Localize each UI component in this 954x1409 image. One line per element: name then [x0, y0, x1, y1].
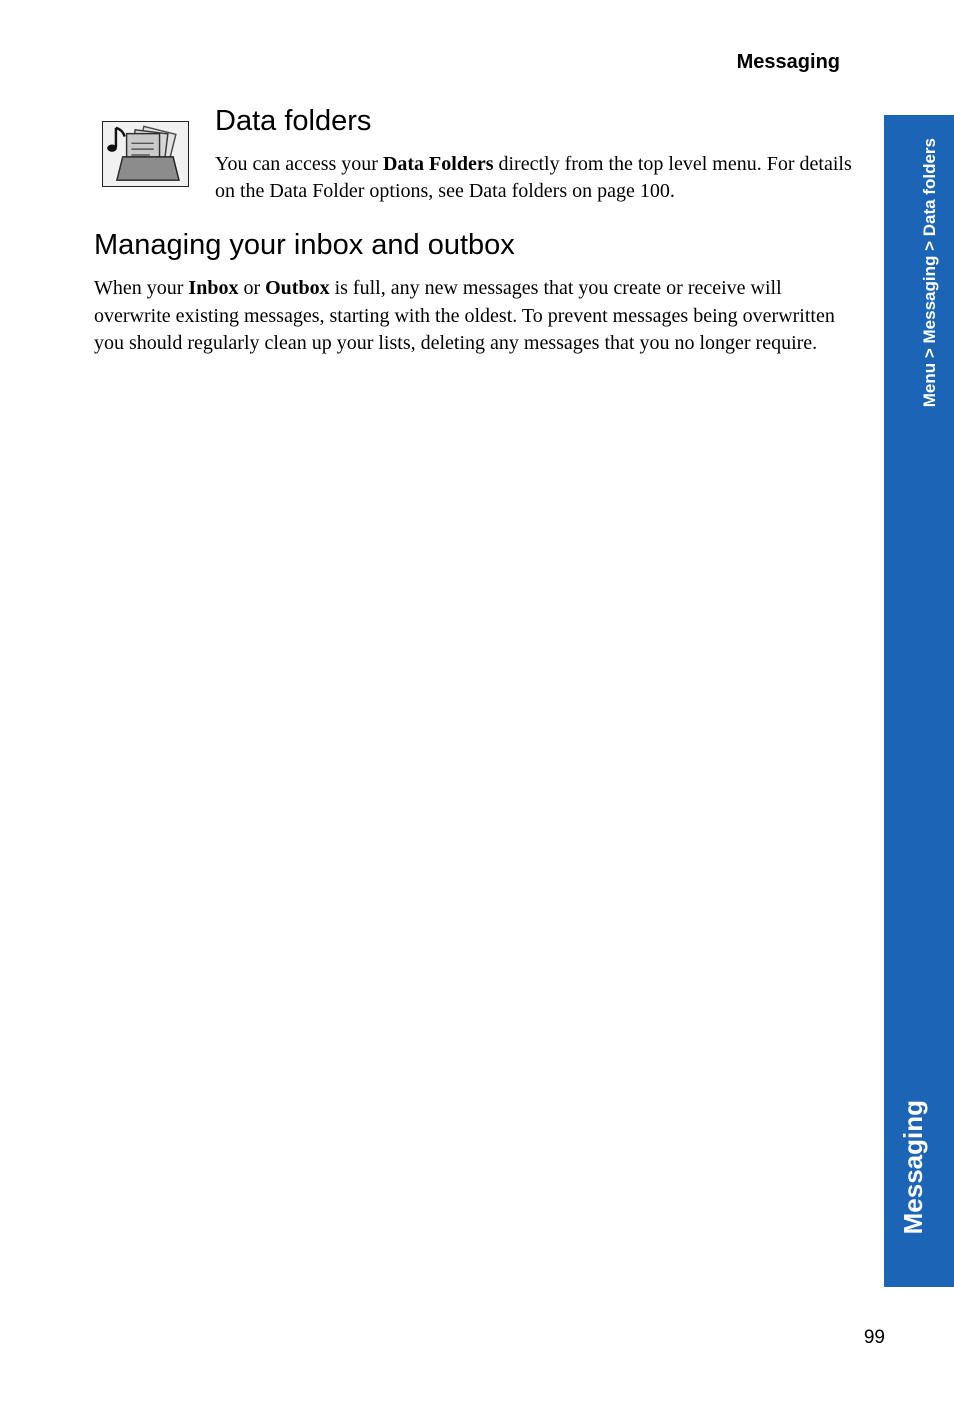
data-folders-paragraph — [215, 151, 855, 205]
data-folders-icon — [102, 121, 189, 187]
running-header: Messaging — [736, 51, 840, 73]
bold-term-data-folders: Data Folders — [382, 153, 494, 175]
side-tab-section — [896, 1100, 930, 1250]
text-run: is full, any new messages that you create or receive will overwrite existing messages, starting with the oldest. To prevent messages being overwritten you should regularly clean up your lists, deleting any messages that you no longer require. — [94, 277, 835, 354]
text-run: When your — [94, 277, 189, 299]
side-tab-breadcrumb-text: Menu > Messaging > Data folders — [920, 138, 939, 408]
side-tab-section-text: Messaging — [898, 1100, 928, 1235]
side-tab-breadcrumb — [908, 138, 939, 478]
text-run: directly from the top level menu. For details on the Data Folder options, see Data folders on page 100. — [215, 153, 852, 202]
text-run: You can access your — [215, 153, 383, 175]
bold-term-outbox: Outbox — [265, 277, 330, 299]
text-run: or — [238, 277, 266, 299]
bold-term-inbox: Inbox — [188, 277, 239, 299]
section-heading-managing-inbox-outbox: Managing your inbox and outbox — [94, 229, 515, 261]
section-heading-data-folders: Data folders — [215, 105, 372, 137]
managing-paragraph — [94, 275, 839, 358]
page-number: 99 — [863, 1327, 885, 1348]
